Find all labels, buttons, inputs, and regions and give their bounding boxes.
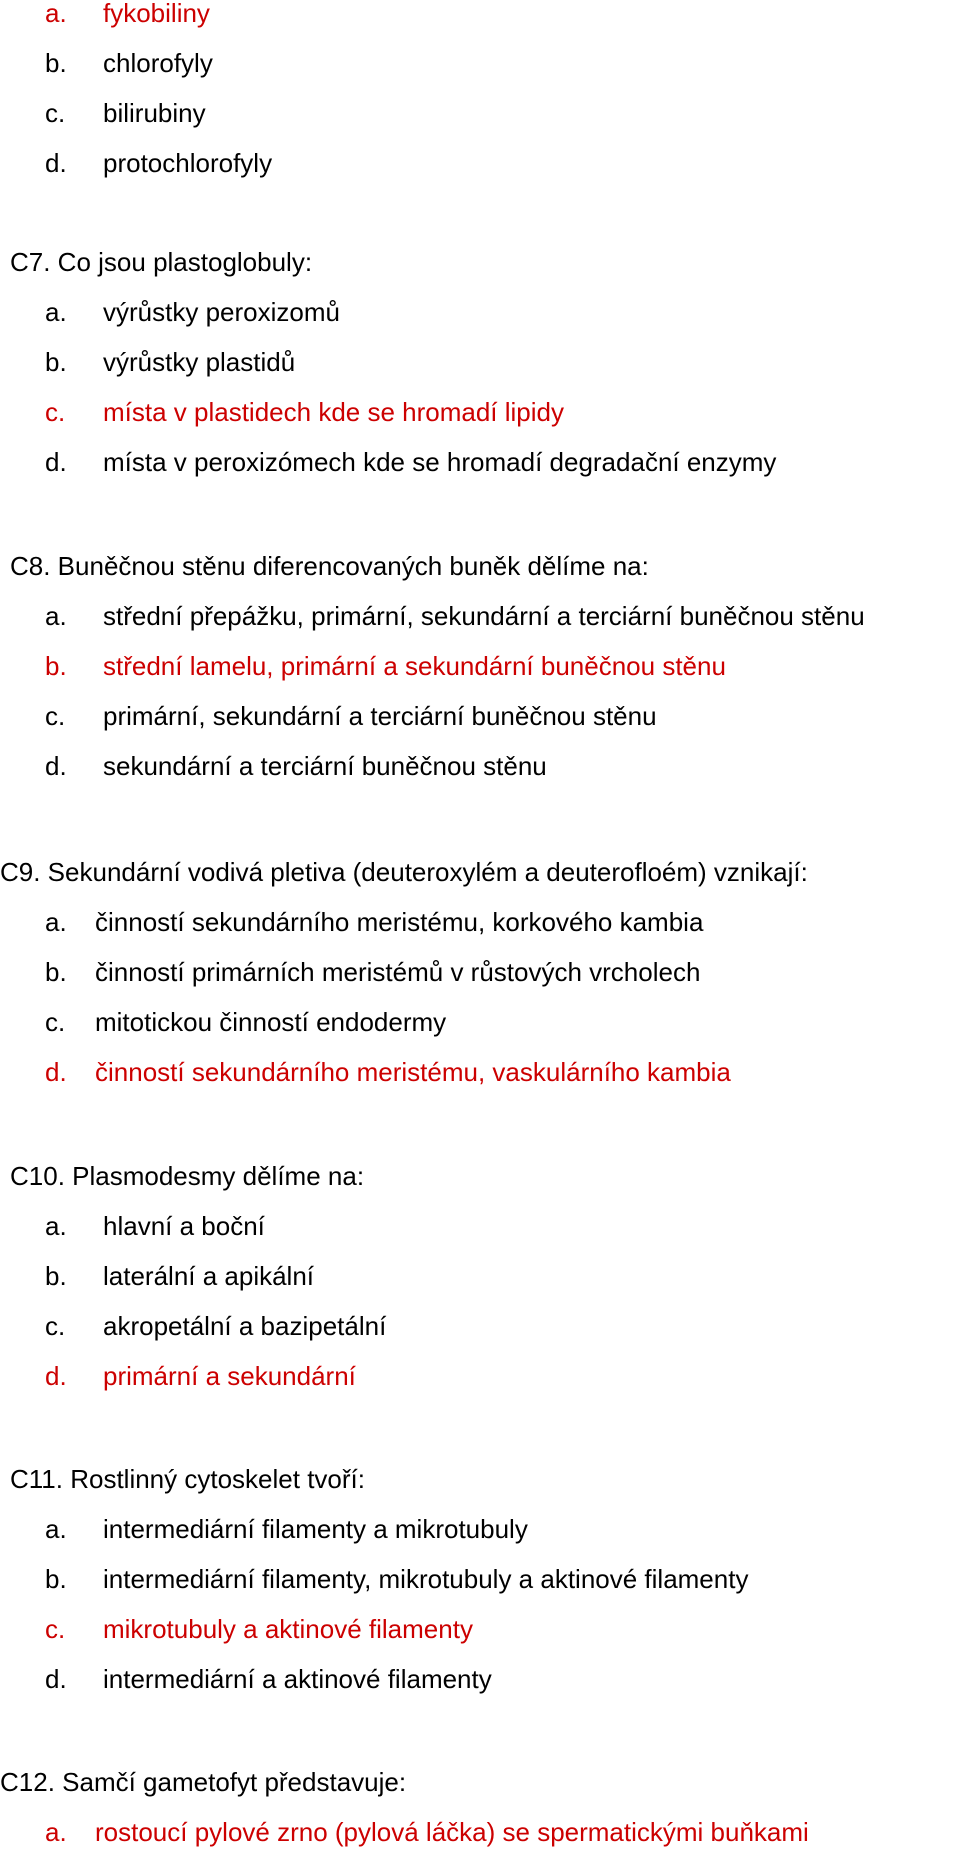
option-c9-c xyxy=(0,1006,960,1056)
option-text: primární a sekundární xyxy=(103,1361,356,1391)
option-letter: d. xyxy=(45,751,67,781)
option-c7-b xyxy=(0,346,960,396)
option-letter: c. xyxy=(45,1311,66,1341)
option-text: laterální a apikální xyxy=(103,1261,315,1291)
option-c10-a xyxy=(0,1210,960,1260)
question-c7 xyxy=(0,246,960,496)
option-text: primární, sekundární a terciární buněčnou stěnu xyxy=(103,701,657,731)
option-text: chlorofyly xyxy=(103,48,213,78)
option-letter: a. xyxy=(45,1514,67,1544)
option-c9-b xyxy=(0,956,960,1006)
option-c9-a xyxy=(0,906,960,956)
option-text: rostoucí pylové zrno (pylová láčka) se spermatickými buňkami xyxy=(95,1817,809,1847)
option-c6-a xyxy=(0,0,960,47)
option-text: mitotickou činností endodermy xyxy=(95,1007,447,1037)
question-c12 xyxy=(0,1766,960,1866)
question-title: C10. Plasmodesmy dělíme na: xyxy=(10,1161,365,1191)
option-letter: a. xyxy=(45,907,67,937)
option-letter: c. xyxy=(45,98,66,128)
option-letter: b. xyxy=(45,1261,67,1291)
option-c9-d xyxy=(0,1056,960,1106)
option-text: výrůstky peroxizomů xyxy=(103,297,340,327)
option-c10-b xyxy=(0,1260,960,1310)
option-text: činností sekundárního meristému, korkového kambia xyxy=(95,907,704,937)
option-letter: c. xyxy=(45,701,66,731)
option-letter: c. xyxy=(45,397,66,427)
option-c6-b xyxy=(0,47,960,97)
option-text: fykobiliny xyxy=(103,0,210,28)
option-text: intermediární a aktinové filamenty xyxy=(103,1664,492,1694)
option-c11-c xyxy=(0,1613,960,1663)
option-letter: b. xyxy=(45,957,67,987)
option-text: bilirubiny xyxy=(103,98,206,128)
option-letter: d. xyxy=(45,1664,67,1694)
question-title: C7. Co jsou plastoglobuly: xyxy=(10,247,313,277)
option-text: intermediární filamenty, mikrotubuly a aktinové filamenty xyxy=(103,1564,749,1594)
option-c8-a xyxy=(0,600,960,650)
question-title: C11. Rostlinný cytoskelet tvoří: xyxy=(10,1464,365,1494)
option-c11-b xyxy=(0,1563,960,1613)
question-title: C12. Samčí gametofyt představuje: xyxy=(0,1767,407,1797)
option-text: sekundární a terciární buněčnou stěnu xyxy=(103,751,547,781)
option-text: mikrotubuly a aktinové filamenty xyxy=(103,1614,473,1644)
option-text: činností primárních meristémů v růstových vrcholech xyxy=(95,957,701,987)
question-c6 xyxy=(0,0,960,197)
option-c8-d xyxy=(0,750,960,800)
option-c11-d xyxy=(0,1663,960,1713)
option-text: činností sekundárního meristému, vaskulárního kambia xyxy=(95,1057,731,1087)
option-letter: d. xyxy=(45,1057,67,1087)
option-c10-c xyxy=(0,1310,960,1360)
option-letter: a. xyxy=(45,1211,67,1241)
option-c11-a xyxy=(0,1513,960,1563)
option-letter: a. xyxy=(45,297,67,327)
question-c8 xyxy=(0,550,960,800)
option-letter: a. xyxy=(45,0,67,28)
option-text: střední lamelu, primární a sekundární buněčnou stěnu xyxy=(103,651,726,681)
option-letter: a. xyxy=(45,1817,67,1847)
option-letter: a. xyxy=(45,601,67,631)
option-c8-b xyxy=(0,650,960,700)
question-c11 xyxy=(0,1463,960,1713)
option-c10-d xyxy=(0,1360,960,1410)
option-text: výrůstky plastidů xyxy=(103,347,296,377)
question-c10 xyxy=(0,1160,960,1410)
option-c7-c xyxy=(0,396,960,446)
option-letter: c. xyxy=(45,1007,66,1037)
option-letter: b. xyxy=(45,651,67,681)
option-c7-a xyxy=(0,296,960,346)
option-letter: b. xyxy=(45,1564,67,1594)
option-text: hlavní a boční xyxy=(103,1211,265,1241)
option-c12-a xyxy=(0,1816,960,1866)
option-c6-d xyxy=(0,147,960,197)
option-letter: b. xyxy=(45,347,67,377)
option-text: akropetální a bazipetální xyxy=(103,1311,387,1341)
option-letter: d. xyxy=(45,148,67,178)
option-letter: d. xyxy=(45,447,67,477)
question-c9 xyxy=(0,856,960,1106)
option-text: místa v peroxizómech kde se hromadí degradační enzymy xyxy=(103,447,777,477)
option-text: intermediární filamenty a mikrotubuly xyxy=(103,1514,528,1544)
option-c7-d xyxy=(0,446,960,496)
option-text: místa v plastidech kde se hromadí lipidy xyxy=(103,397,564,427)
option-text: protochlorofyly xyxy=(103,148,273,178)
option-text: střední přepážku, primární, sekundární a terciární buněčnou stěnu xyxy=(103,601,865,631)
option-letter: d. xyxy=(45,1361,67,1391)
option-letter: c. xyxy=(45,1614,66,1644)
option-c6-c xyxy=(0,97,960,147)
question-title: C8. Buněčnou stěnu diferencovaných buněk dělíme na: xyxy=(10,551,649,581)
question-title: C9. Sekundární vodivá pletiva (deuteroxylém a deuterofloém) vznikají: xyxy=(0,857,808,887)
option-c8-c xyxy=(0,700,960,750)
option-letter: b. xyxy=(45,48,67,78)
